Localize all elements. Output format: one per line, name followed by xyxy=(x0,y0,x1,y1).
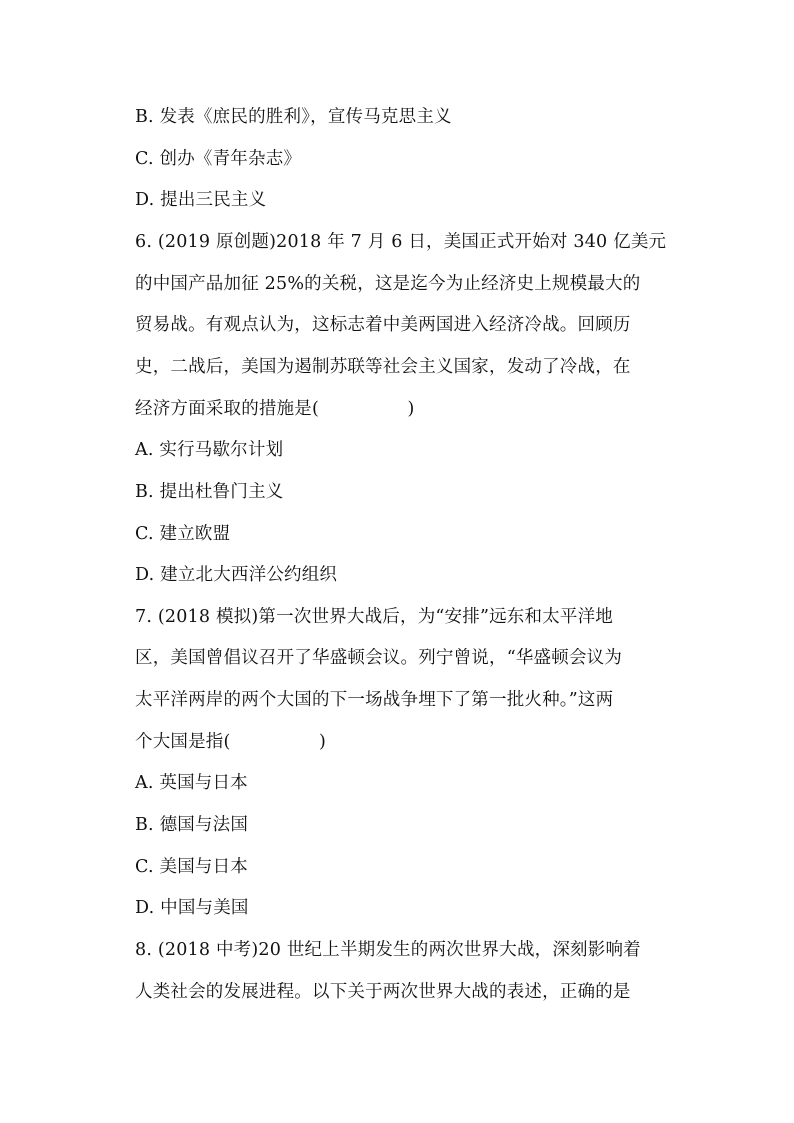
option-5c: C. 创办《青年杂志》 xyxy=(135,149,302,169)
option-7d: D. 中国与美国 xyxy=(135,898,249,918)
question-6-line-4: 史，二战后，美国为遏制苏联等社会主义国家，发动了冷战，在 xyxy=(135,357,631,377)
option-6c: C. 建立欧盟 xyxy=(135,524,231,544)
option-7a: A. 英国与日本 xyxy=(135,773,248,793)
question-7-line-2: 区，美国曾倡议召开了华盛顿会议。列宁曾说，“华盛顿会议为 xyxy=(135,648,623,668)
question-6-line-1: 6. (2019 原创题)2018 年 7 月 6 日，美国正式开始对 340 亿美元 xyxy=(135,232,667,252)
question-6-line-5: 经济方面采取的措施是( ) xyxy=(135,399,415,419)
question-7-line-1: 7. (2018 模拟)第一次世界大战后，为“安排”远东和太平洋地 xyxy=(135,607,614,627)
option-6d: D. 建立北大西洋公约组织 xyxy=(135,565,338,585)
question-8-line-2: 人类社会的发展进程。以下关于两次世界大战的表述，正确的是 xyxy=(135,982,631,1002)
question-6-line-3: 贸易战。有观点认为，这标志着中美两国进入经济冷战。回顾历 xyxy=(135,315,631,335)
question-8-line-1: 8. (2018 中考)20 世纪上半期发生的两次世界大战，深刻影响着 xyxy=(135,940,641,960)
option-5b: B. 发表《庶民的胜利》，宣传马克思主义 xyxy=(135,107,452,127)
option-7c: C. 美国与日本 xyxy=(135,857,248,877)
option-7b: B. 德国与法国 xyxy=(135,815,249,835)
option-6a: A. 实行马歇尔计划 xyxy=(135,440,284,460)
question-7-line-3: 太平洋两岸的两个大国的下一场战争埋下了第一批火种。”这两 xyxy=(135,690,614,710)
question-6-line-2: 的中国产品加征 25%的关税，这是迄今为止经济史上规模最大的 xyxy=(135,274,641,294)
option-6b: B. 提出杜鲁门主义 xyxy=(135,482,284,502)
option-5d: D. 提出三民主义 xyxy=(135,190,267,210)
question-7-line-4: 个大国是指( ) xyxy=(135,732,327,752)
